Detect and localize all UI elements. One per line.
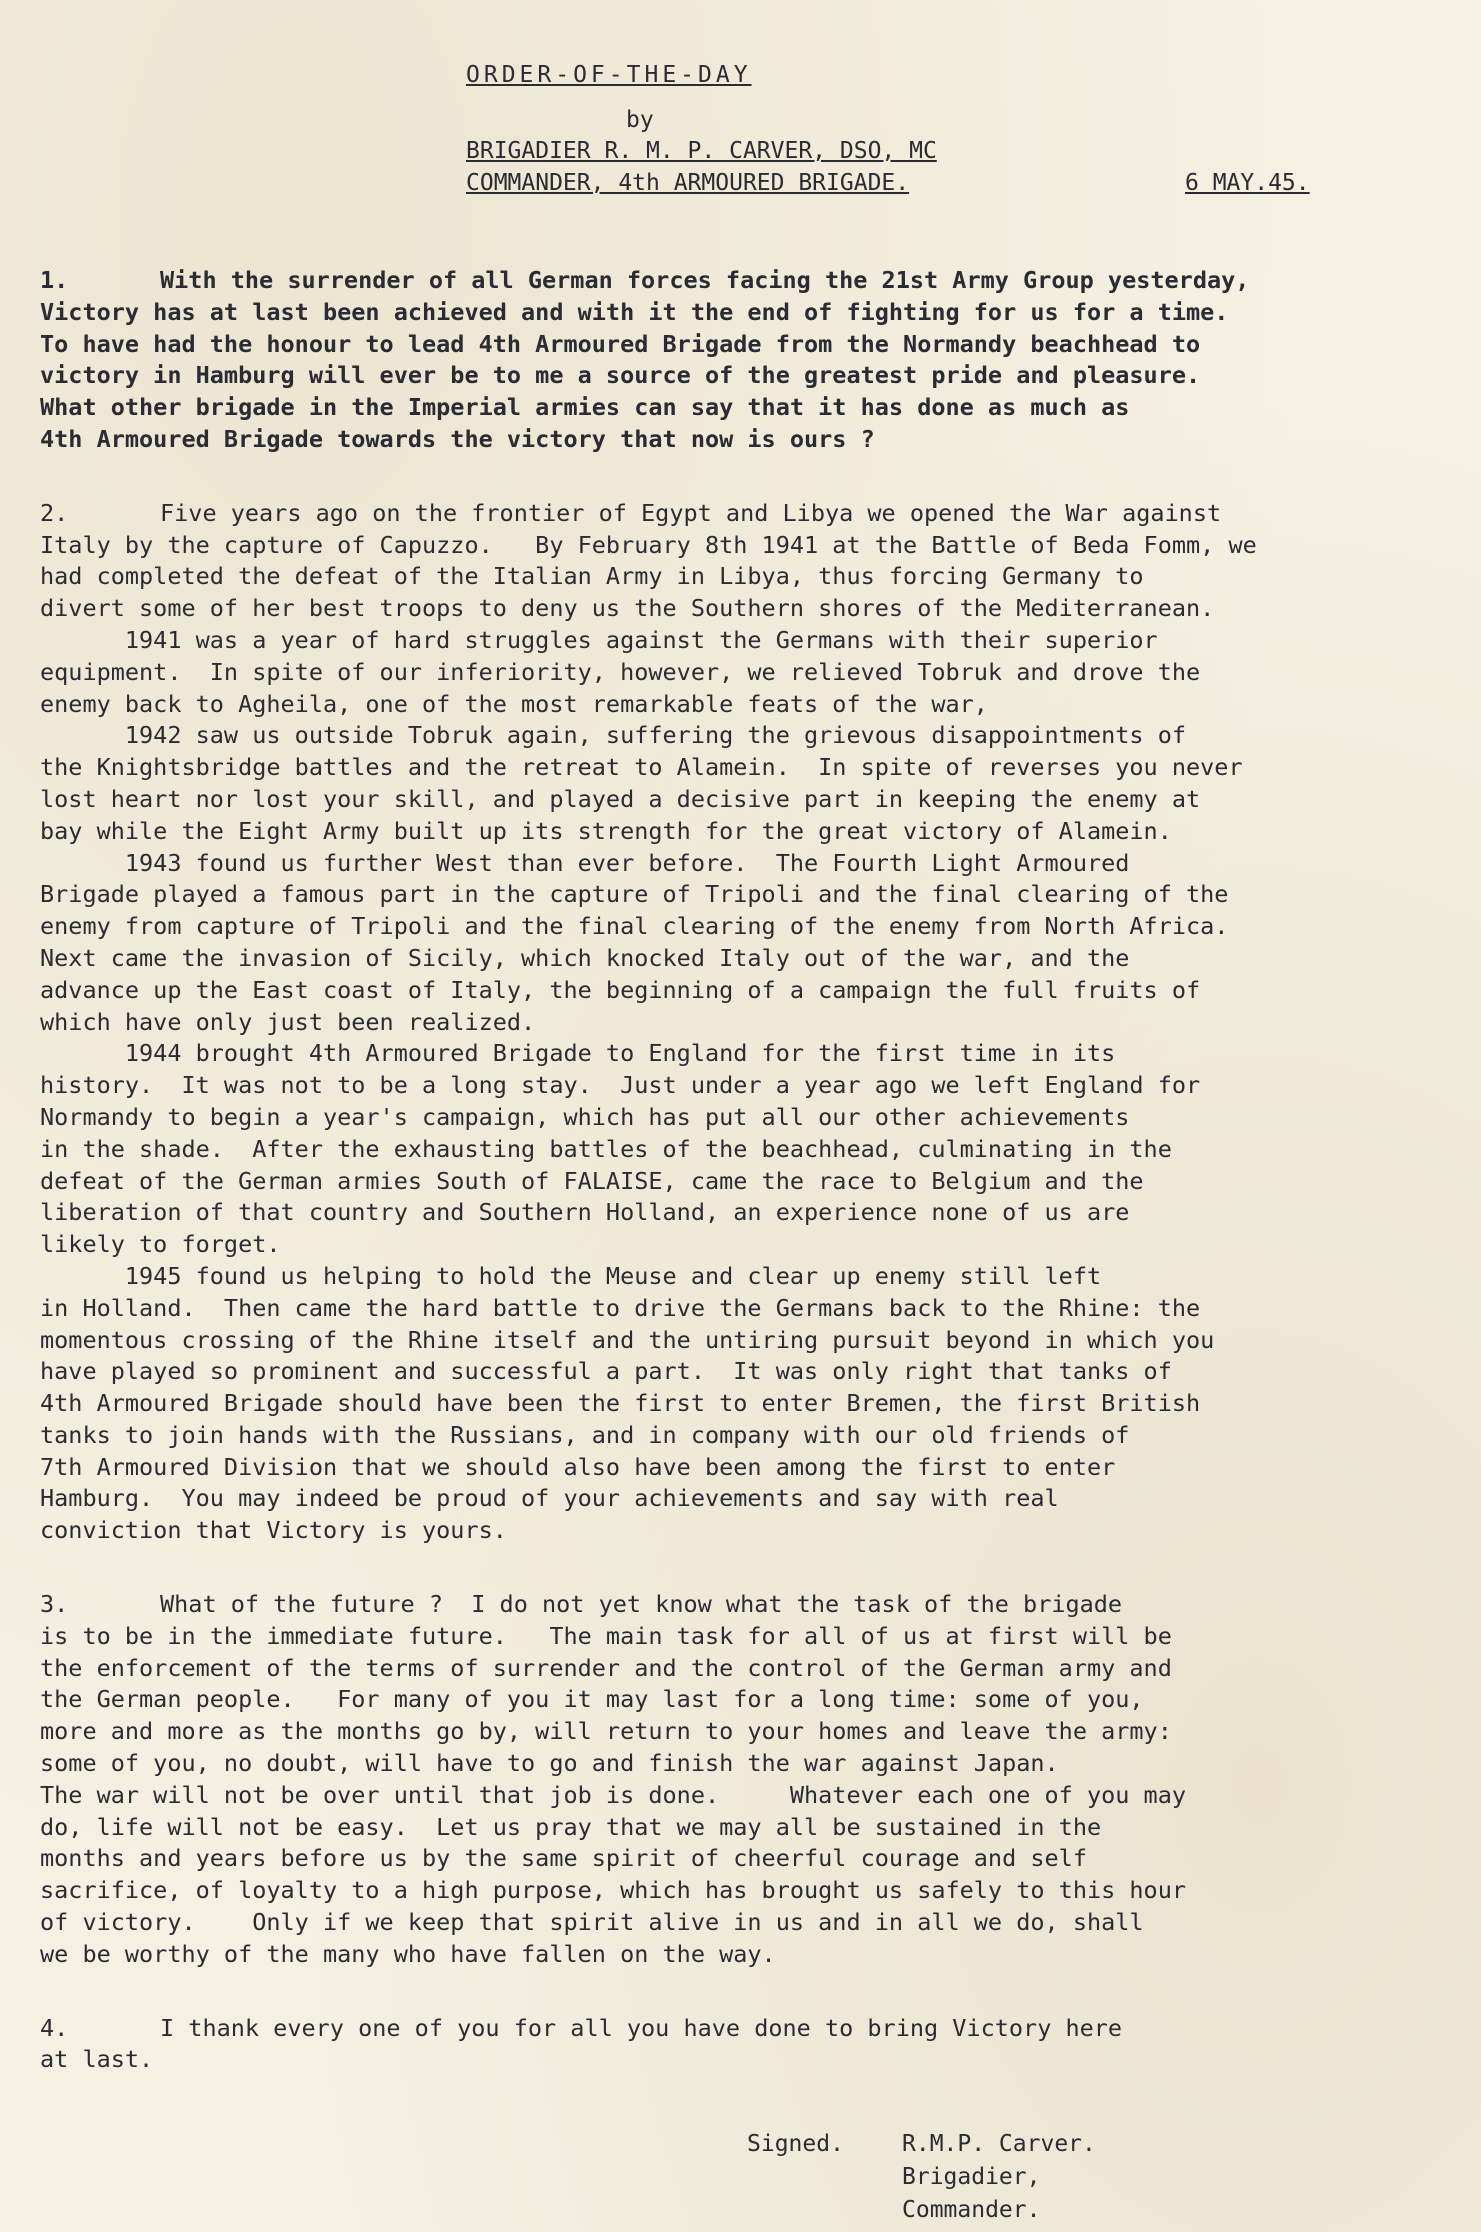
line-text: had completed the defeat of the Italian Army in Libya, thus forcing Germany to (40, 562, 1144, 591)
paragraph-2 (40, 498, 1450, 1547)
document-title: ORDER-OF-THE-DAY (466, 62, 752, 88)
line-text: enemy from capture of Tripoli and the final clearing of the enemy from North Africa. (40, 912, 1229, 941)
line-text: sacrifice, of loyalty to a high purpose, which has brought us safely to this hour (40, 1876, 1187, 1905)
paragraph-line (40, 689, 1450, 721)
signature-label: Signed. (747, 2131, 844, 2157)
signature-rank: Brigadier, (902, 2164, 1041, 2190)
line-text: which have only just been realized. (40, 1007, 536, 1036)
paragraph-line (40, 1038, 1450, 1070)
paragraph-line (40, 1515, 1450, 1547)
paragraph-3 (40, 1589, 1450, 1971)
paragraph-line (40, 1653, 1450, 1685)
line-text: lost heart nor lost your skill, and played a decisive part in keeping the enemy at (40, 784, 1201, 813)
paragraph-line (40, 752, 1450, 784)
paragraph-line (40, 297, 1450, 329)
paragraph-line (40, 784, 1450, 816)
line-text: months and years before us by the same spirit of cheerful courage and self (40, 1844, 1087, 1873)
line-text: 1942 saw us outside Tobruk again, suffering the grievous disappointments of (40, 721, 1187, 750)
paragraph-line (40, 2044, 1450, 2076)
paragraph-line (40, 1907, 1450, 1939)
line-text: Italy by the capture of Capuzzo. By February 8th 1941 at the Battle of Beda Fomm, we (40, 530, 1257, 559)
paragraph-line (40, 1229, 1450, 1261)
signature-block (747, 2128, 1096, 2227)
line-text: To have had the honour to lead 4th Armoured Brigade from the Normandy beachhead to (40, 329, 1201, 358)
paragraph-line (40, 1716, 1450, 1748)
line-text: tanks to join hands with the Russians, and in company with our old friends of (40, 1420, 1130, 1449)
paragraph-line (40, 1780, 1450, 1812)
line-text: history. It was not to be a long stay. Just under a year ago we left England for (40, 1071, 1201, 1100)
line-text: 1941 was a year of hard struggles against the Germans with their superior (40, 625, 1158, 654)
line-text: the German people. For many of you it may last for a long time: some of you, (40, 1685, 1144, 1714)
paragraph-line (40, 975, 1450, 1007)
line-text: enemy back to Agheila, one of the most remarkable feats of the war, (40, 689, 988, 718)
line-text: Brigade played a famous part in the capture of Tripoli and the final clearing of the (40, 880, 1229, 909)
paragraph-number: 4. (40, 2013, 69, 2042)
line-text: in Holland. Then came the hard battle to drive the Germans back to the Rhine: the (40, 1293, 1201, 1322)
line-text: conviction that Victory is yours. (40, 1516, 507, 1545)
line-text: is to be in the immediate future. The main task for all of us at first will be (40, 1621, 1172, 1650)
paragraph-line (40, 816, 1450, 848)
paragraph-line (40, 848, 1450, 880)
paragraph-line (40, 1483, 1450, 1515)
paragraph-line (40, 1102, 1450, 1134)
line-text: 1945 found us helping to hold the Meuse and clear up enemy still left (40, 1261, 1102, 1290)
paragraph-line (40, 360, 1450, 392)
line-text: 1943 found us further West than ever before. The Fourth Light Armoured (40, 848, 1130, 877)
paragraph-line (40, 1070, 1450, 1102)
paragraph-number: 2. (40, 498, 69, 527)
line-text: Hamburg. You may indeed be proud of your achievements and say with real (40, 1484, 1059, 1513)
line-text: I thank every one of you for all you have done to bring Victory here (160, 2013, 1123, 2042)
line-text: have played so prominent and successful a part. It was only right that tanks of (40, 1357, 1172, 1386)
line-text: 1944 brought 4th Armoured Brigade to England for the first time in its (40, 1039, 1116, 1068)
line-text: of victory. Only if we keep that spirit alive in us and in all we do, shall (40, 1908, 1144, 1937)
paragraph-line (40, 625, 1450, 657)
line-text: liberation of that country and Southern Holland, an experience none of us are (40, 1198, 1130, 1227)
line-text: Next came the invasion of Sicily, which knocked Italy out of the war, and the (40, 943, 1130, 972)
paragraph-line (40, 424, 1450, 456)
paragraph-line (40, 561, 1450, 593)
line-text: the Knightsbridge battles and the retreat to Alamein. In spite of reverses you never (40, 753, 1243, 782)
line-text: momentous crossing of the Rhine itself and the untiring pursuit beyond in which you (40, 1325, 1215, 1354)
line-text: With the surrender of all German forces facing the 21st Army Group yesterday, (160, 266, 1250, 294)
paragraph-4 (40, 2013, 1450, 2077)
line-text: What other brigade in the Imperial armies can say that it has done as much as (40, 393, 1130, 422)
line-text: bay while the Eight Army built up its strength for the great victory of Alamein. (40, 816, 1172, 845)
line-text: 4th Armoured Brigade should have been the first to enter Bremen, the first British (40, 1389, 1201, 1418)
paragraph-line (40, 1166, 1450, 1198)
paragraph-line (40, 720, 1450, 752)
paragraph-line (40, 1420, 1450, 1452)
signature-name: R.M.P. Carver. (902, 2131, 1096, 2157)
line-text: 4th Armoured Brigade towards the victory that now is ours ? (40, 424, 875, 453)
line-text: more and more as the months go by, will return to your homes and leave the army: (40, 1717, 1172, 1746)
line-text: the enforcement of the terms of surrender and the control of the German army and (40, 1653, 1172, 1682)
paragraph-line (40, 1325, 1450, 1357)
byline-by: by (626, 107, 654, 133)
paragraph-line (40, 1875, 1450, 1907)
line-text: do, life will not be easy. Let us pray that we may all be sustained in the (40, 1812, 1102, 1841)
line-text: equipment. In spite of our inferiority, however, we relieved Tobruk and drove the (40, 657, 1201, 686)
paragraph-line (40, 1621, 1450, 1653)
paragraph-line (40, 1812, 1450, 1844)
paragraph-line (40, 657, 1450, 689)
line-text: Victory has at last been achieved and with it the end of fighting for us for a time. (40, 297, 1229, 326)
line-text: The war will not be over until that job is done. Whatever each one of you may (40, 1780, 1187, 1809)
line-text: Normandy to begin a year's campaign, which has put all our other achievements (40, 1102, 1130, 1131)
line-text: likely to forget. (40, 1230, 281, 1259)
paragraph-1 (40, 265, 1450, 456)
document-body (40, 265, 1450, 2118)
paragraph-number: 3. (40, 1590, 69, 1619)
line-text: at last. (40, 2045, 154, 2074)
paragraph-line (40, 593, 1450, 625)
paragraph-line (40, 943, 1450, 975)
paragraph-line (40, 1589, 1450, 1621)
paragraph-line (40, 879, 1450, 911)
line-text: we be worthy of the many who have fallen on the way. (40, 1939, 776, 1968)
paragraph-line (40, 2013, 1450, 2045)
paragraph-line (40, 911, 1450, 943)
paragraph-line (40, 498, 1450, 530)
line-text: Five years ago on the frontier of Egypt and Libya we opened the War against (160, 498, 1222, 527)
paragraph-line (40, 265, 1450, 297)
line-text: some of you, no doubt, will have to go and finish the war against Japan. (40, 1749, 1059, 1778)
paragraph-line (40, 1939, 1450, 1971)
paragraph-line (40, 1748, 1450, 1780)
line-text: in the shade. After the exhausting battles of the beachhead, culminating in the (40, 1134, 1172, 1163)
paragraph-line (40, 1388, 1450, 1420)
paragraph-line (40, 392, 1450, 424)
paragraph-number: 1. (40, 266, 69, 294)
document-date: 6 MAY.45. (1185, 170, 1310, 196)
line-text: defeat of the German armies South of FALAISE, came the race to Belgium and the (40, 1166, 1144, 1195)
paragraph-line (40, 1452, 1450, 1484)
paragraph-line (40, 1261, 1450, 1293)
signature-role: Commander. (902, 2197, 1041, 2223)
line-text: What of the future ? I do not yet know what the task of the brigade (160, 1590, 1123, 1619)
paragraph-line (40, 329, 1450, 361)
line-text: victory in Hamburg will ever be to me a source of the greatest pride and pleasure. (40, 361, 1201, 390)
author-name: BRIGADIER R. M. P. CARVER, DSO, MC (466, 138, 937, 164)
paragraph-line (40, 1843, 1450, 1875)
paragraph-line (40, 1007, 1450, 1039)
line-text: 7th Armoured Division that we should also have been among the first to enter (40, 1452, 1116, 1481)
line-text: advance up the East coast of Italy, the beginning of a campaign the full fruits of (40, 975, 1201, 1004)
paragraph-line (40, 1293, 1450, 1325)
paragraph-line (40, 1134, 1450, 1166)
author-role: COMMANDER, 4th ARMOURED BRIGADE. (466, 170, 910, 196)
paragraph-line (40, 530, 1450, 562)
paragraph-line (40, 1197, 1450, 1229)
paragraph-line (40, 1684, 1450, 1716)
paragraph-line (40, 1356, 1450, 1388)
line-text: divert some of her best troops to deny us the Southern shores of the Mediterranean. (40, 594, 1215, 623)
